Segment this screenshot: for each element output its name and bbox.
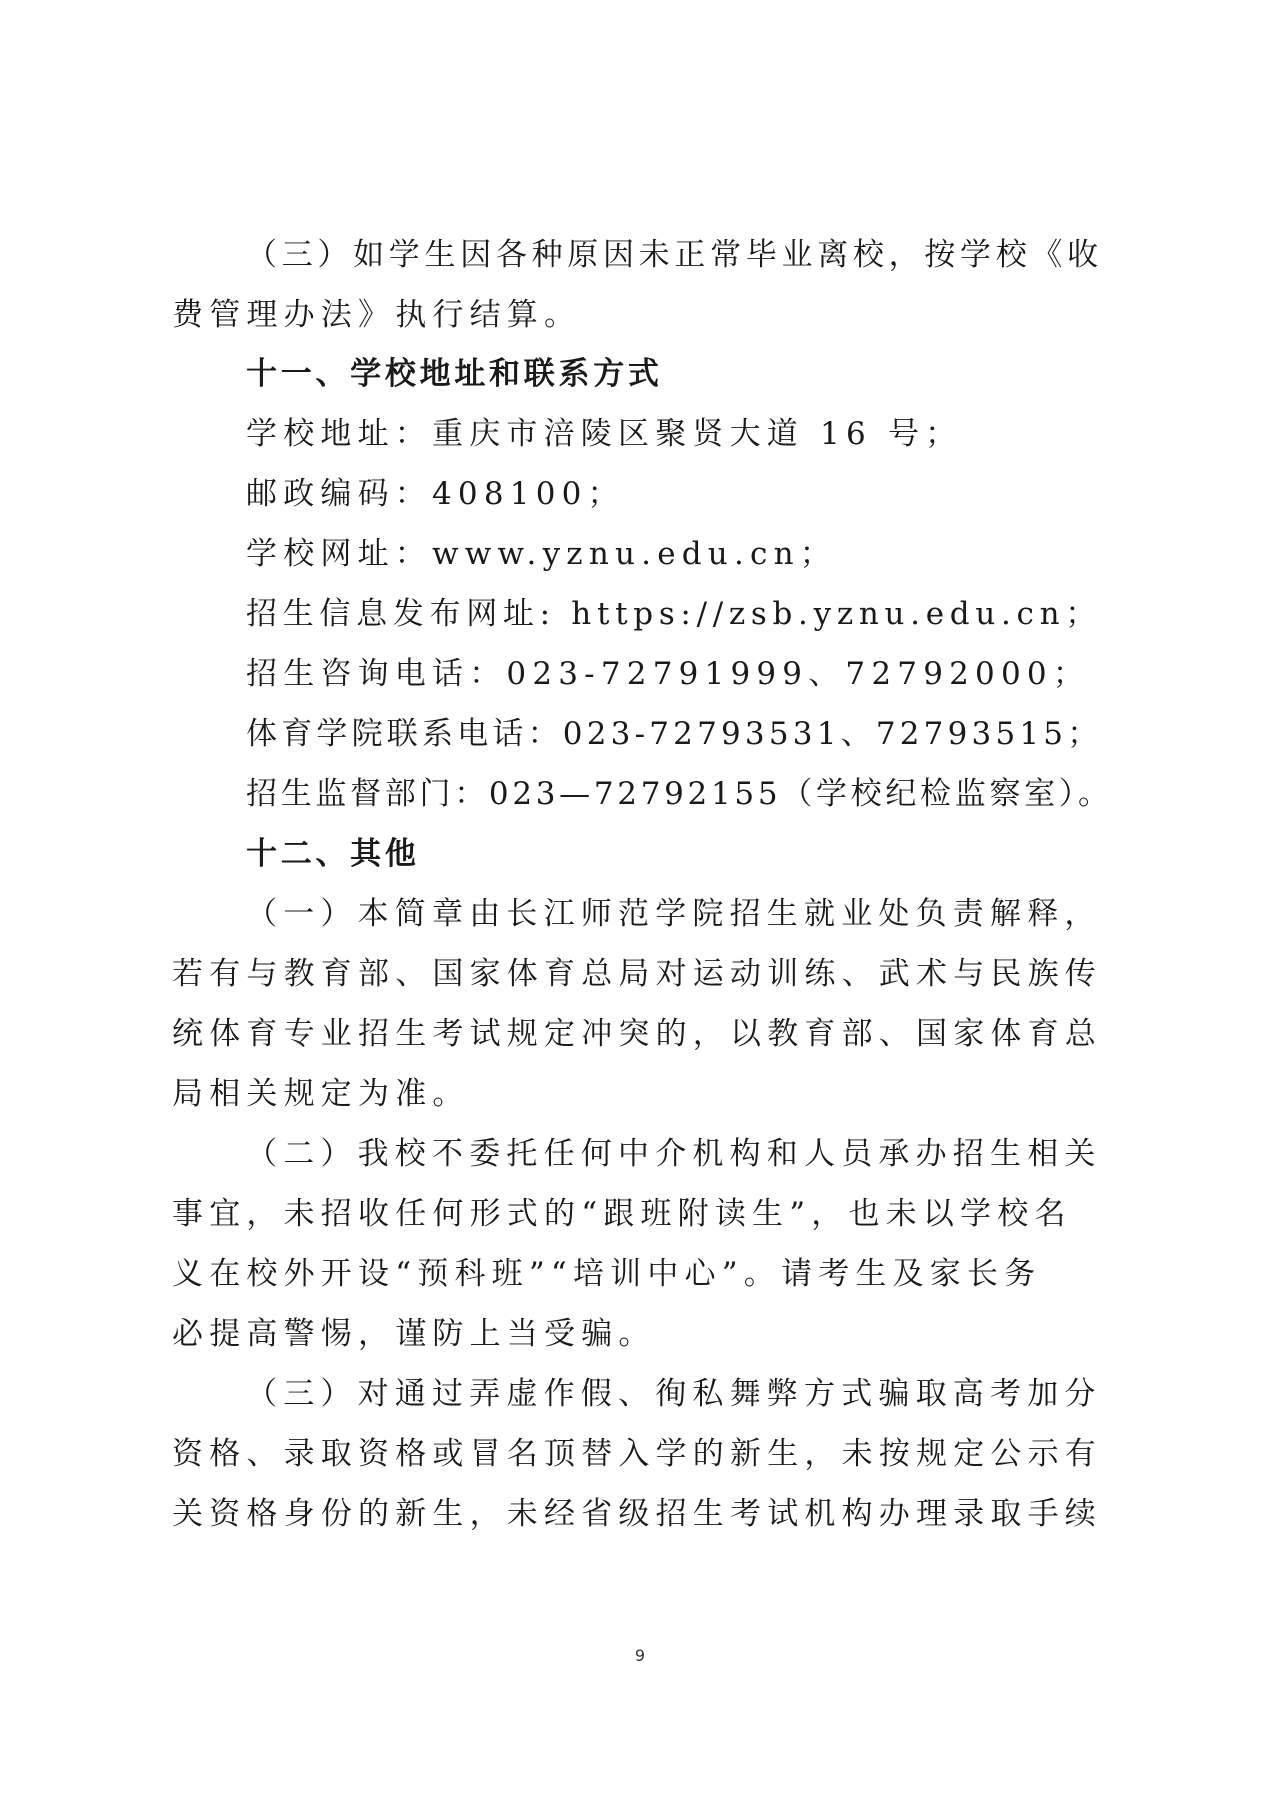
address-line: 学校地址：重庆市涪陵区聚贤大道 16 号； [246,416,963,452]
paragraph-line: （二）我校不委托任何中介机构和人员承办招生相关 [246,1136,1102,1172]
paragraph-line: （一）本简章由长江师范学院招生就业处负责解释， [246,896,1102,932]
paragraph-line: 义在校外开设“预科班”“培训中心”。请考生及家长务 [172,1256,1042,1292]
pe-college-phone-line: 体育学院联系电话：023-72793531、72793515； [246,716,1103,752]
paragraph-line: 必提高警惕，谨防上当受骗。 [172,1316,656,1352]
paragraph-line: 费管理办法》执行结算。 [172,297,582,333]
supervision-phone-line: 招生监督部门：023—72792155（学校纪检监察室）。 [246,776,1113,812]
admissions-phone-line: 招生咨询电话：023-72791999、72792000； [246,656,1091,692]
paragraph-line: （三）对通过弄虚作假、徇私舞弊方式骗取高考加分 [246,1376,1102,1412]
paragraph-line: 局相关规定为准。 [172,1076,470,1112]
admissions-website-line: 招生信息发布网址: https://zsb.yznu.edu.cn； [246,596,1102,632]
paragraph-line: 资格、录取资格或冒名顶替入学的新生，未按规定公示有 [172,1436,1102,1472]
paragraph-line: 统体育专业招生考试规定冲突的，以教育部、国家体育总 [172,1016,1102,1052]
paragraph-line: 事宜，未招收任何形式的“跟班附读生”，也未以学校名 [172,1196,1072,1232]
paragraph-line: （三）如学生因各种原因未正常毕业离校，按学校《收 [246,237,1103,273]
section-heading-contact: 十一、学校地址和联系方式 [246,356,663,392]
section-heading-other: 十二、其他 [246,836,420,872]
website-line: 学校网址：www.yznu.edu.cn； [246,536,837,572]
postcode-line: 邮政编码：408100； [246,476,625,512]
page-number: 9 [634,1646,646,1665]
paragraph-line: 关资格身份的新生，未经省级招生考试机构办理录取手续 [172,1496,1102,1532]
paragraph-line: 若有与教育部、国家体育总局对运动训练、武术与民族传 [172,956,1102,992]
